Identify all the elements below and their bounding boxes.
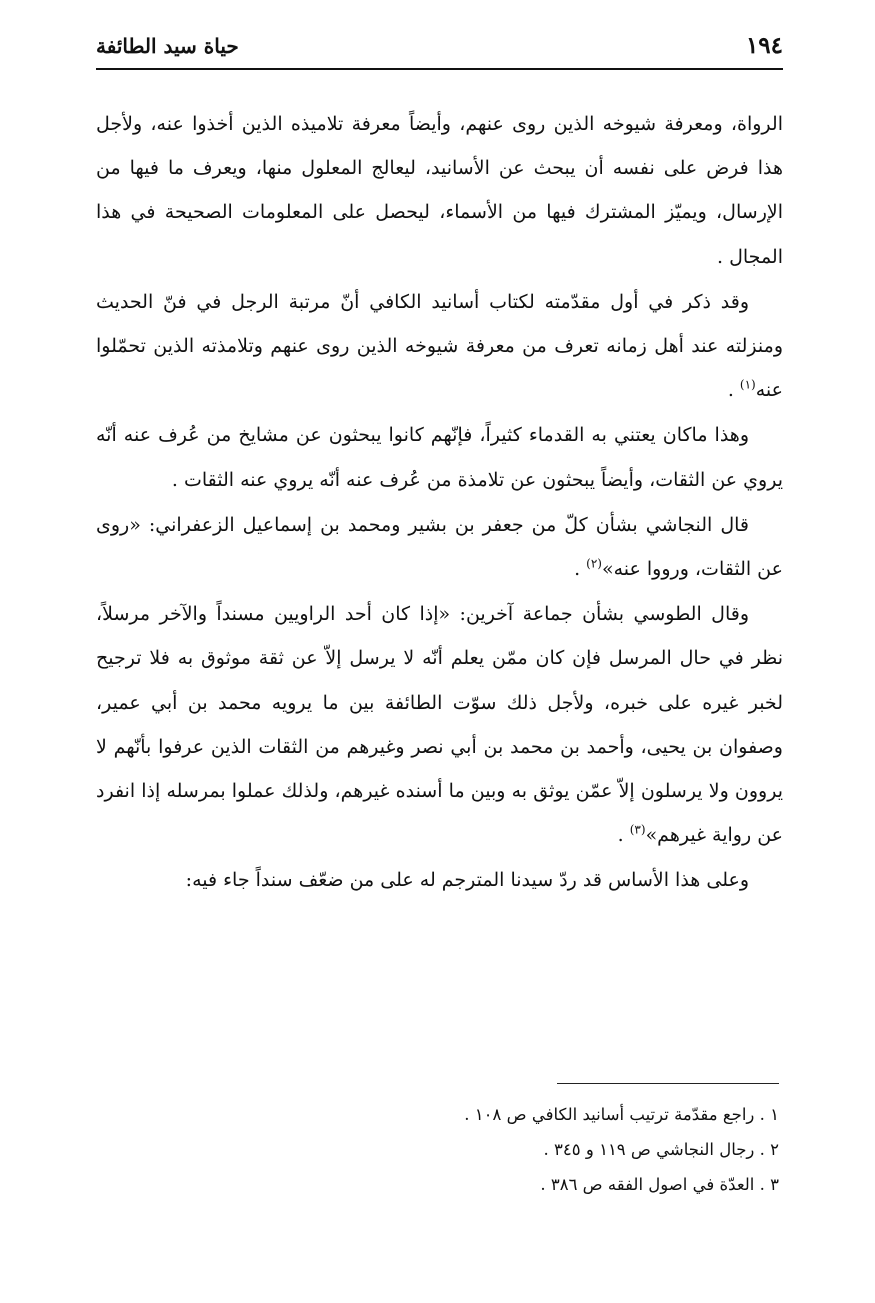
paragraph-tail: . [617,824,630,847]
page-number: ١٩٤ [745,32,783,59]
body-text [96,102,783,903]
paragraph-text: الرواة، ومعرفة شيوخه الذين روى عنهم، وأيضاً معرفة تلاميذه الذين أخذوا عنه، ولأجل هذا فرض على نفسه أن يبحث عن الأسانيد، ليعالج المعلول منها، ويعرف ما فيها من الإرسال، ويميّز المشترك فيها من الأسماء، ليحصل على المعلومات الصحيحة في هذا المجال . [96,113,783,268]
paragraph-tail: . [727,379,740,402]
paragraph-text: وقال الطوسي بشأن جماعة آخرين: «إذا كان أحد الراويين مسنداً والآخر مرسلاً، نظر في حال المرسل فإن كان ممّن يعلم أنّه لا يرسل إلاّ عن ثقة موثوق به فلا ترجيح لخبر غيره على خبره، ولأجل ذلك سوّت الطائفة بين ما يرويه محمد بن أبي عمير، وصفوان بن يحيى، وأحمد بن محمد بن أبي نصر وغيرهم من الثقات الذين عرفوا بأنّهم لا يروون ولا يرسلون إلاّ عمّن يوثق به وبين ما أسنده غيرهم، ولذلك عملوا بمرسله إذا انفرد عن رواية غيرهم» [96,603,783,847]
footnote-3: ٣ . العدّة في اصول الفقه ص ٣٨٦ . [540,1175,779,1194]
paragraph-text: وهذا ماكان يعتني به القدماء كثيراً، فإنّهم كانوا يبحثون عن مشايخ من عُرف عنه أنّه يروي عن الثقات، وأيضاً يبحثون عن تلامذة من عُرف عنه أنّه يروي عنه الثقات . [96,424,783,491]
footnote-ref-1[interactable]: (١) [739,377,756,392]
running-title: حياة سيد الطائفة [96,34,239,58]
paragraph-text: قال النجاشي بشأن كلّ من جعفر بن بشير ومحمد بن إسماعيل الزعفراني: «روى عن الثقات، ورووا عنه» [96,513,783,581]
paragraph-text: وقد ذكر في أول مقدّمته لكتاب أسانيد الكافي أنّ مرتبة الرجل في فنّ الحديث ومنزلته عند أهل زمانه تعرف من معرفة شيوخه الذين روى عنهم وتلامذته الذين تحمّلوا عنه [96,290,783,402]
paragraph-4 [96,503,783,591]
paragraph-tail: . [574,558,587,581]
paragraph-text: وعلى هذا الأساس قد ردّ سيدنا المترجم له على من ضعّف سنداً جاء فيه: [185,869,749,892]
paragraph-1 [96,102,783,279]
footnote-ref-2[interactable]: (٢) [586,556,602,571]
footnote-2: ٢ . رجال النجاشي ص ١١٩ و ٣٤٥ . [543,1140,779,1159]
footnote-ref-3[interactable]: (٣) [629,822,646,837]
paragraph-6 [96,858,783,902]
paragraph-3 [96,413,783,501]
footnote-1: ١ . راجع مقدّمة ترتيب أسانيد الكافي ص ١٠٨ . [464,1105,779,1124]
page-header [96,26,783,70]
paragraph-5 [96,592,783,857]
footnotes [279,1097,779,1202]
paragraph-2 [96,280,783,413]
footnote-divider [557,1083,779,1084]
